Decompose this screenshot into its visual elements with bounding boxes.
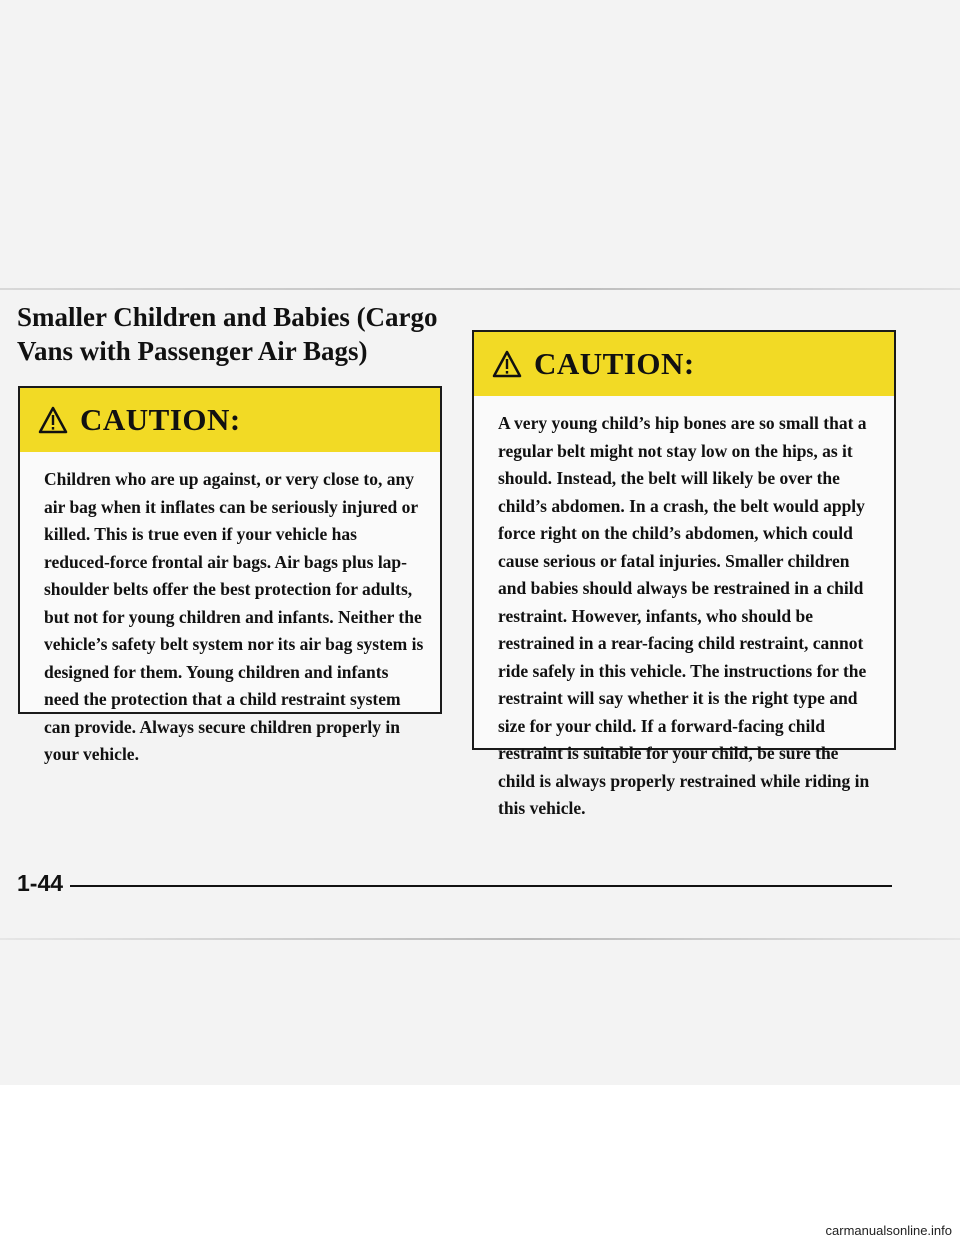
page-number: 1-44 [17, 870, 64, 896]
caution-text-right: A very young child’s hip bones are so small that a regular belt might not stay low on the hips, as it should. Instead, the belt will likely be over the child’s abdomen. In a crash, the belt would apply force right on the child’s abdomen, which could cause serious or fatal injuries. Smaller children and babies should always be restrained in a child restraint. However, infants, who should be restrained in a rear-facing child restraint, cannot ride safely in this vehicle. The instructions for the restraint will say whether it is the right type and size for your child. If a forward-facing child restraint is suitable for your child, be sure the child is always properly restrained while riding in this vehicle. [498, 413, 870, 818]
caution-text-left: Children who are up against, or very close to, any air bag when it inflates can be seriously injured or killed. This is true even if your vehicle has reduced-force frontal air bags. Air bags plus lap-shoulder belts offer the best protection for adults, but not for young children and infants. Neither the vehicle’s safety belt system nor its air bag system is designed for them. Young children and infants need the protection that a child restraint system can provide. Always secure children properly in your vehicle. [44, 469, 424, 764]
section-heading: Smaller Children and Babies (Cargo Vans with Passenger Air Bags) [17, 302, 438, 366]
scan-edge-line [0, 938, 960, 940]
warning-triangle-icon [38, 406, 68, 434]
carmanuals-watermark: carmanualsonline.info [825, 1223, 952, 1238]
top-divider [0, 288, 960, 290]
caution-box-right [472, 330, 896, 818]
caution-label-right: CAUTION: [534, 346, 695, 381]
caution-header-right [474, 332, 894, 396]
caution-label-left: CAUTION: [80, 402, 241, 437]
footer-divider [70, 885, 892, 887]
warning-triangle-icon [492, 350, 522, 378]
caution-header-left [20, 388, 440, 452]
caution-box-left [18, 386, 442, 764]
